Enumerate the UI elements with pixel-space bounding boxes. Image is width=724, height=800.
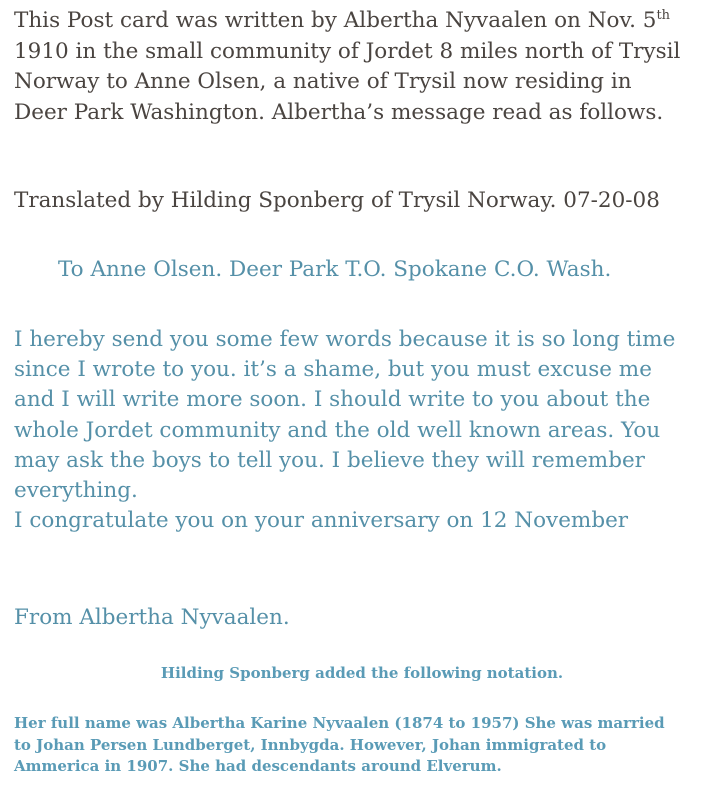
message-line: since I wrote to you. it’s a shame, but you must excuse me (14, 357, 652, 383)
intro-line-2: 1910 in the small community of Jordet 8 miles north of Trysil (14, 38, 681, 64)
intro-line-3: Norway to Anne Olsen, a native of Trysil now residing in (14, 69, 632, 94)
intro-line-1-text: This Post card was written by Albertha Nyvaalen on Nov. 5 (14, 8, 657, 33)
addressee-line: To Anne Olsen. Deer Park T.O. Spokane C.O. Wash. (58, 257, 612, 282)
notation-paragraph (14, 713, 720, 778)
translator-credit: Translated by Hilding Sponberg of Trysil Norway. 07-20-08 (14, 188, 660, 213)
message-body (14, 325, 720, 536)
message-line: I hereby send you some few words because it is so long time (14, 327, 676, 352)
message-line: I congratulate you on your anniversary on 12 November (14, 508, 629, 534)
notation-heading: Hilding Sponberg added the following notation. (160, 664, 564, 682)
notation-line: Her full name was Albertha Karine Nyvaalen (1874 to 1957) She was married (14, 714, 665, 732)
notation-line: Ammerica in 1907. She had descendants around Elverum. (14, 757, 502, 775)
intro-line-1 (14, 6, 720, 37)
message-line: everything. (14, 478, 138, 504)
message-line: whole Jordet community and the old well known areas. You (14, 417, 661, 443)
intro-line-4: Deer Park Washington. Albertha’s message read as follows. (14, 99, 664, 125)
message-line: and I will write more soon. I should write to you about the (14, 387, 651, 413)
signoff: From Albertha Nyvaalen. (14, 605, 290, 630)
intro-line-1-superscript: th (656, 7, 671, 23)
message-line: may ask the boys to tell you. I believe they will remember (14, 447, 645, 473)
intro-paragraph (14, 6, 720, 128)
notation-line: to Johan Persen Lundberget, Innbygda. However, Johan immigrated to (14, 735, 607, 754)
